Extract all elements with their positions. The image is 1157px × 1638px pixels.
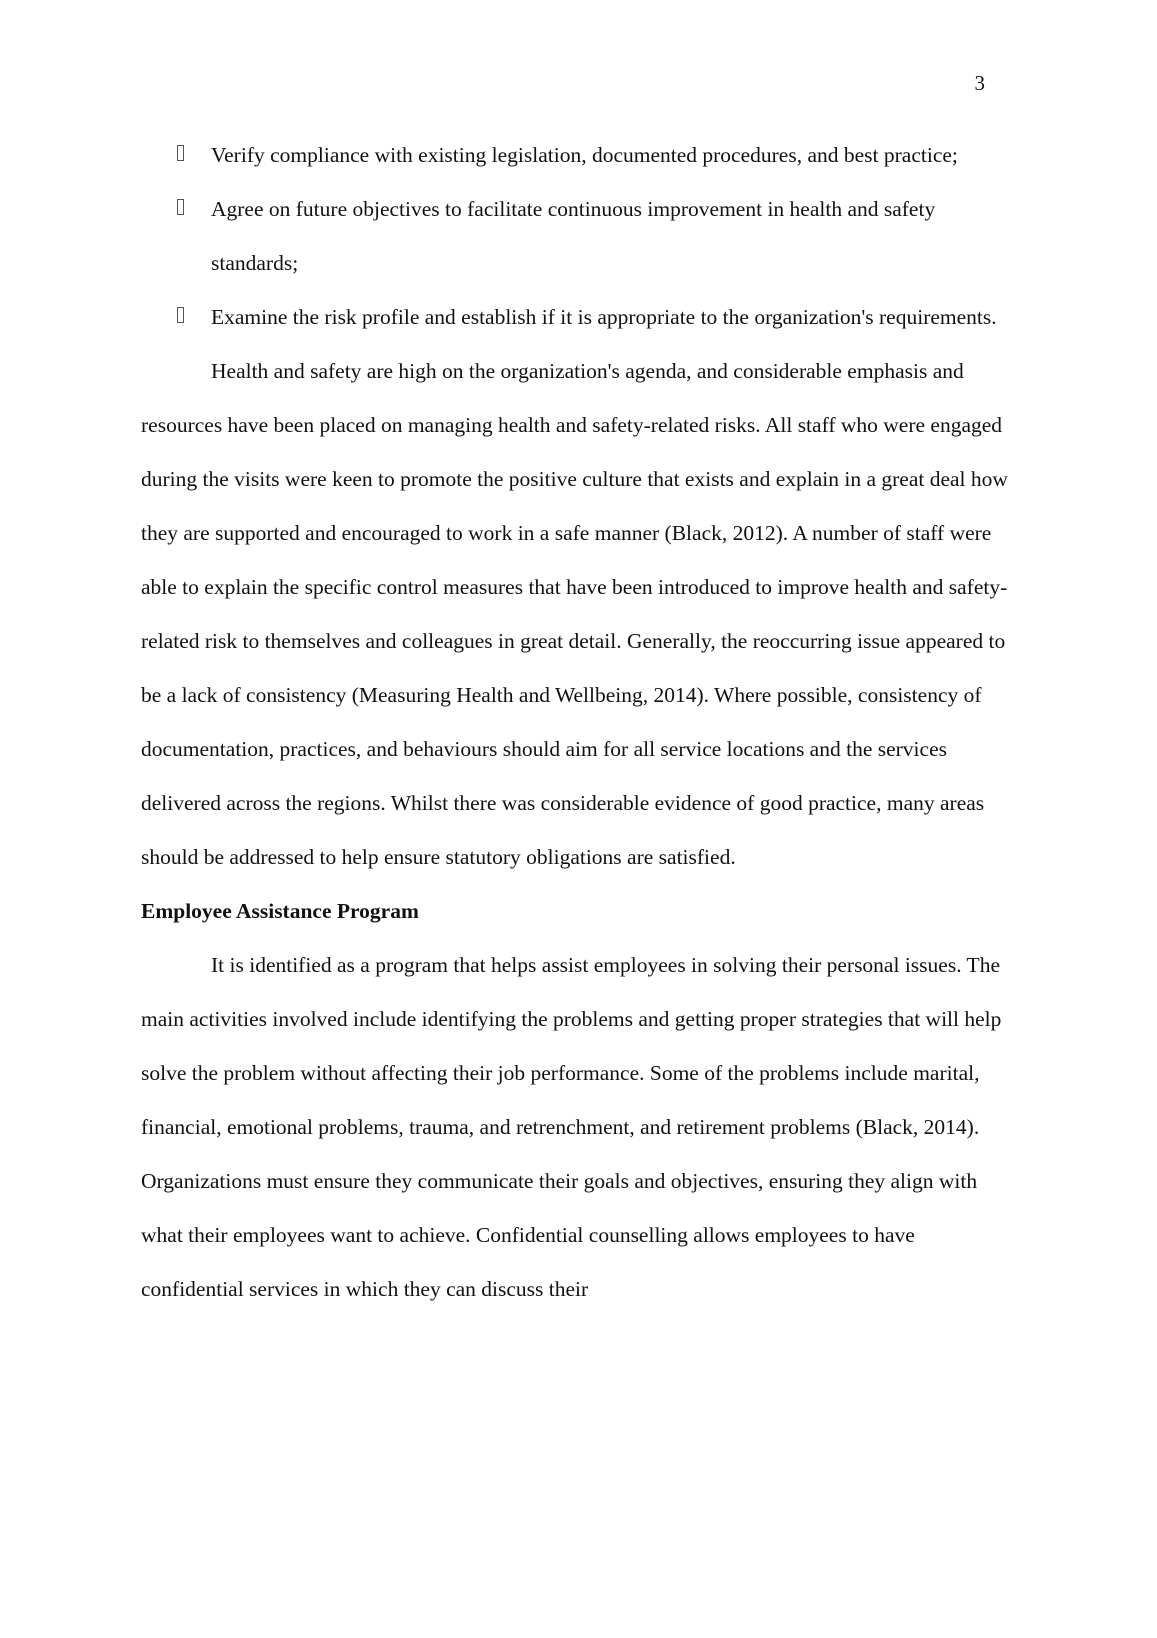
- section-paragraph: It is identified as a program that helps assist employees in solving their personal issues. The main activities involved include identifying the problems and getting proper strategies that will help solve the problem without affecting their job performance. Some of the problems include marital, financial, emotional problems, trauma, and retrenchment, and retirement problems (Black, 2014). Organizations must ensure they communicate their goals and objectives, ensuring they align with what their employees want to achieve. Confidential counselling allows employees to have confidential services in which they can discuss their: [141, 953, 1002, 1301]
- missing-glyph-bullet-icon: [177, 199, 184, 215]
- bullet-item: [141, 182, 1021, 290]
- bullet-text: Agree on future objectives to facilitate continuous improvement in health and safety standards;: [211, 197, 936, 275]
- page-content: [141, 128, 1021, 1316]
- bullet-list: [141, 128, 1021, 344]
- bullet-item: [141, 290, 1021, 344]
- missing-glyph-bullet-icon: [177, 145, 184, 161]
- section-heading: Employee Assistance Program: [141, 899, 419, 923]
- page-number: 3: [974, 71, 985, 95]
- bullet-text: Examine the risk profile and establish if it is appropriate to the organization's requirements.: [211, 305, 997, 329]
- body-paragraph: Health and safety are high on the organization's agenda, and considerable emphasis and resources have been placed on managing health and safety-related risks. All staff who were engaged during the visits were keen to promote the positive culture that exists and explain in a great deal how they are supported and encouraged to work in a safe manner (Black, 2012). A number of staff were able to explain the specific control measures that have been introduced to improve health and safety-related risk to themselves and colleagues in great detail. Generally, the reoccurring issue appeared to be a lack of consistency (Measuring Health and Wellbeing, 2014). Where possible, consistency of documentation, practices, and behaviours should aim for all service locations and the services delivered across the regions. Whilst there was considerable evidence of good practice, many areas should be addressed to help ensure statutory obligations are satisfied.: [141, 359, 1008, 869]
- bullet-text: Verify compliance with existing legislation, documented procedures, and best practice;: [211, 143, 958, 167]
- missing-glyph-bullet-icon: [177, 307, 184, 323]
- bullet-item: [141, 128, 1021, 182]
